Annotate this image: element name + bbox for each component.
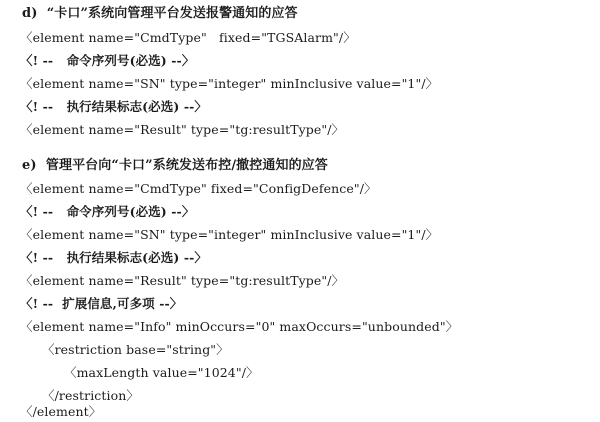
code-line-e-result: 〈element name="Result" type="tg:resultType"/〉 xyxy=(20,273,345,288)
comment-line-e-result: 〈! -- 执行结果标志(必选) --〉 xyxy=(20,250,208,265)
code-line-e-sn: 〈element name="SN" type="integer" minInclusive value="1"/〉 xyxy=(20,227,439,242)
comment-line-e-sn: 〈! -- 命令序列号(必选) --〉 xyxy=(20,204,195,219)
section-e-heading: e) 管理平台向“卡口”系统发送布控/撤控通知的应答 xyxy=(22,158,328,173)
code-line-d-cmdtype: 〈element name="CmdType" fixed="TGSAlarm"/〉 xyxy=(20,30,356,45)
code-line-d-result: 〈element name="Result" type="tg:resultType"/〉 xyxy=(20,122,345,137)
code-line-e-restriction: 〈restriction base="string"〉 xyxy=(42,342,229,357)
code-line-e-element-close: 〈/element〉 xyxy=(20,404,102,419)
comment-line-d-sn: 〈! -- 命令序列号(必选) --〉 xyxy=(20,53,195,68)
comment-line-d-result: 〈! -- 执行结果标志(必选) --〉 xyxy=(20,99,208,114)
code-line-d-sn: 〈element name="SN" type="integer" minInclusive value="1"/〉 xyxy=(20,76,439,91)
code-line-e-restriction-close: 〈/restriction〉 xyxy=(42,388,139,403)
section-d-heading: d) “卡口”系统向管理平台发送报警通知的应答 xyxy=(22,6,298,21)
comment-line-e-info: 〈! -- 扩展信息,可多项 --〉 xyxy=(20,296,183,311)
code-line-e-info: 〈element name="Info" minOccurs="0" maxOccurs="unbounded"〉 xyxy=(20,319,459,334)
code-line-e-maxlength: 〈maxLength value="1024"/〉 xyxy=(64,365,259,380)
code-line-e-cmdtype: 〈element name="CmdType" fixed="ConfigDefence"/〉 xyxy=(20,181,377,196)
